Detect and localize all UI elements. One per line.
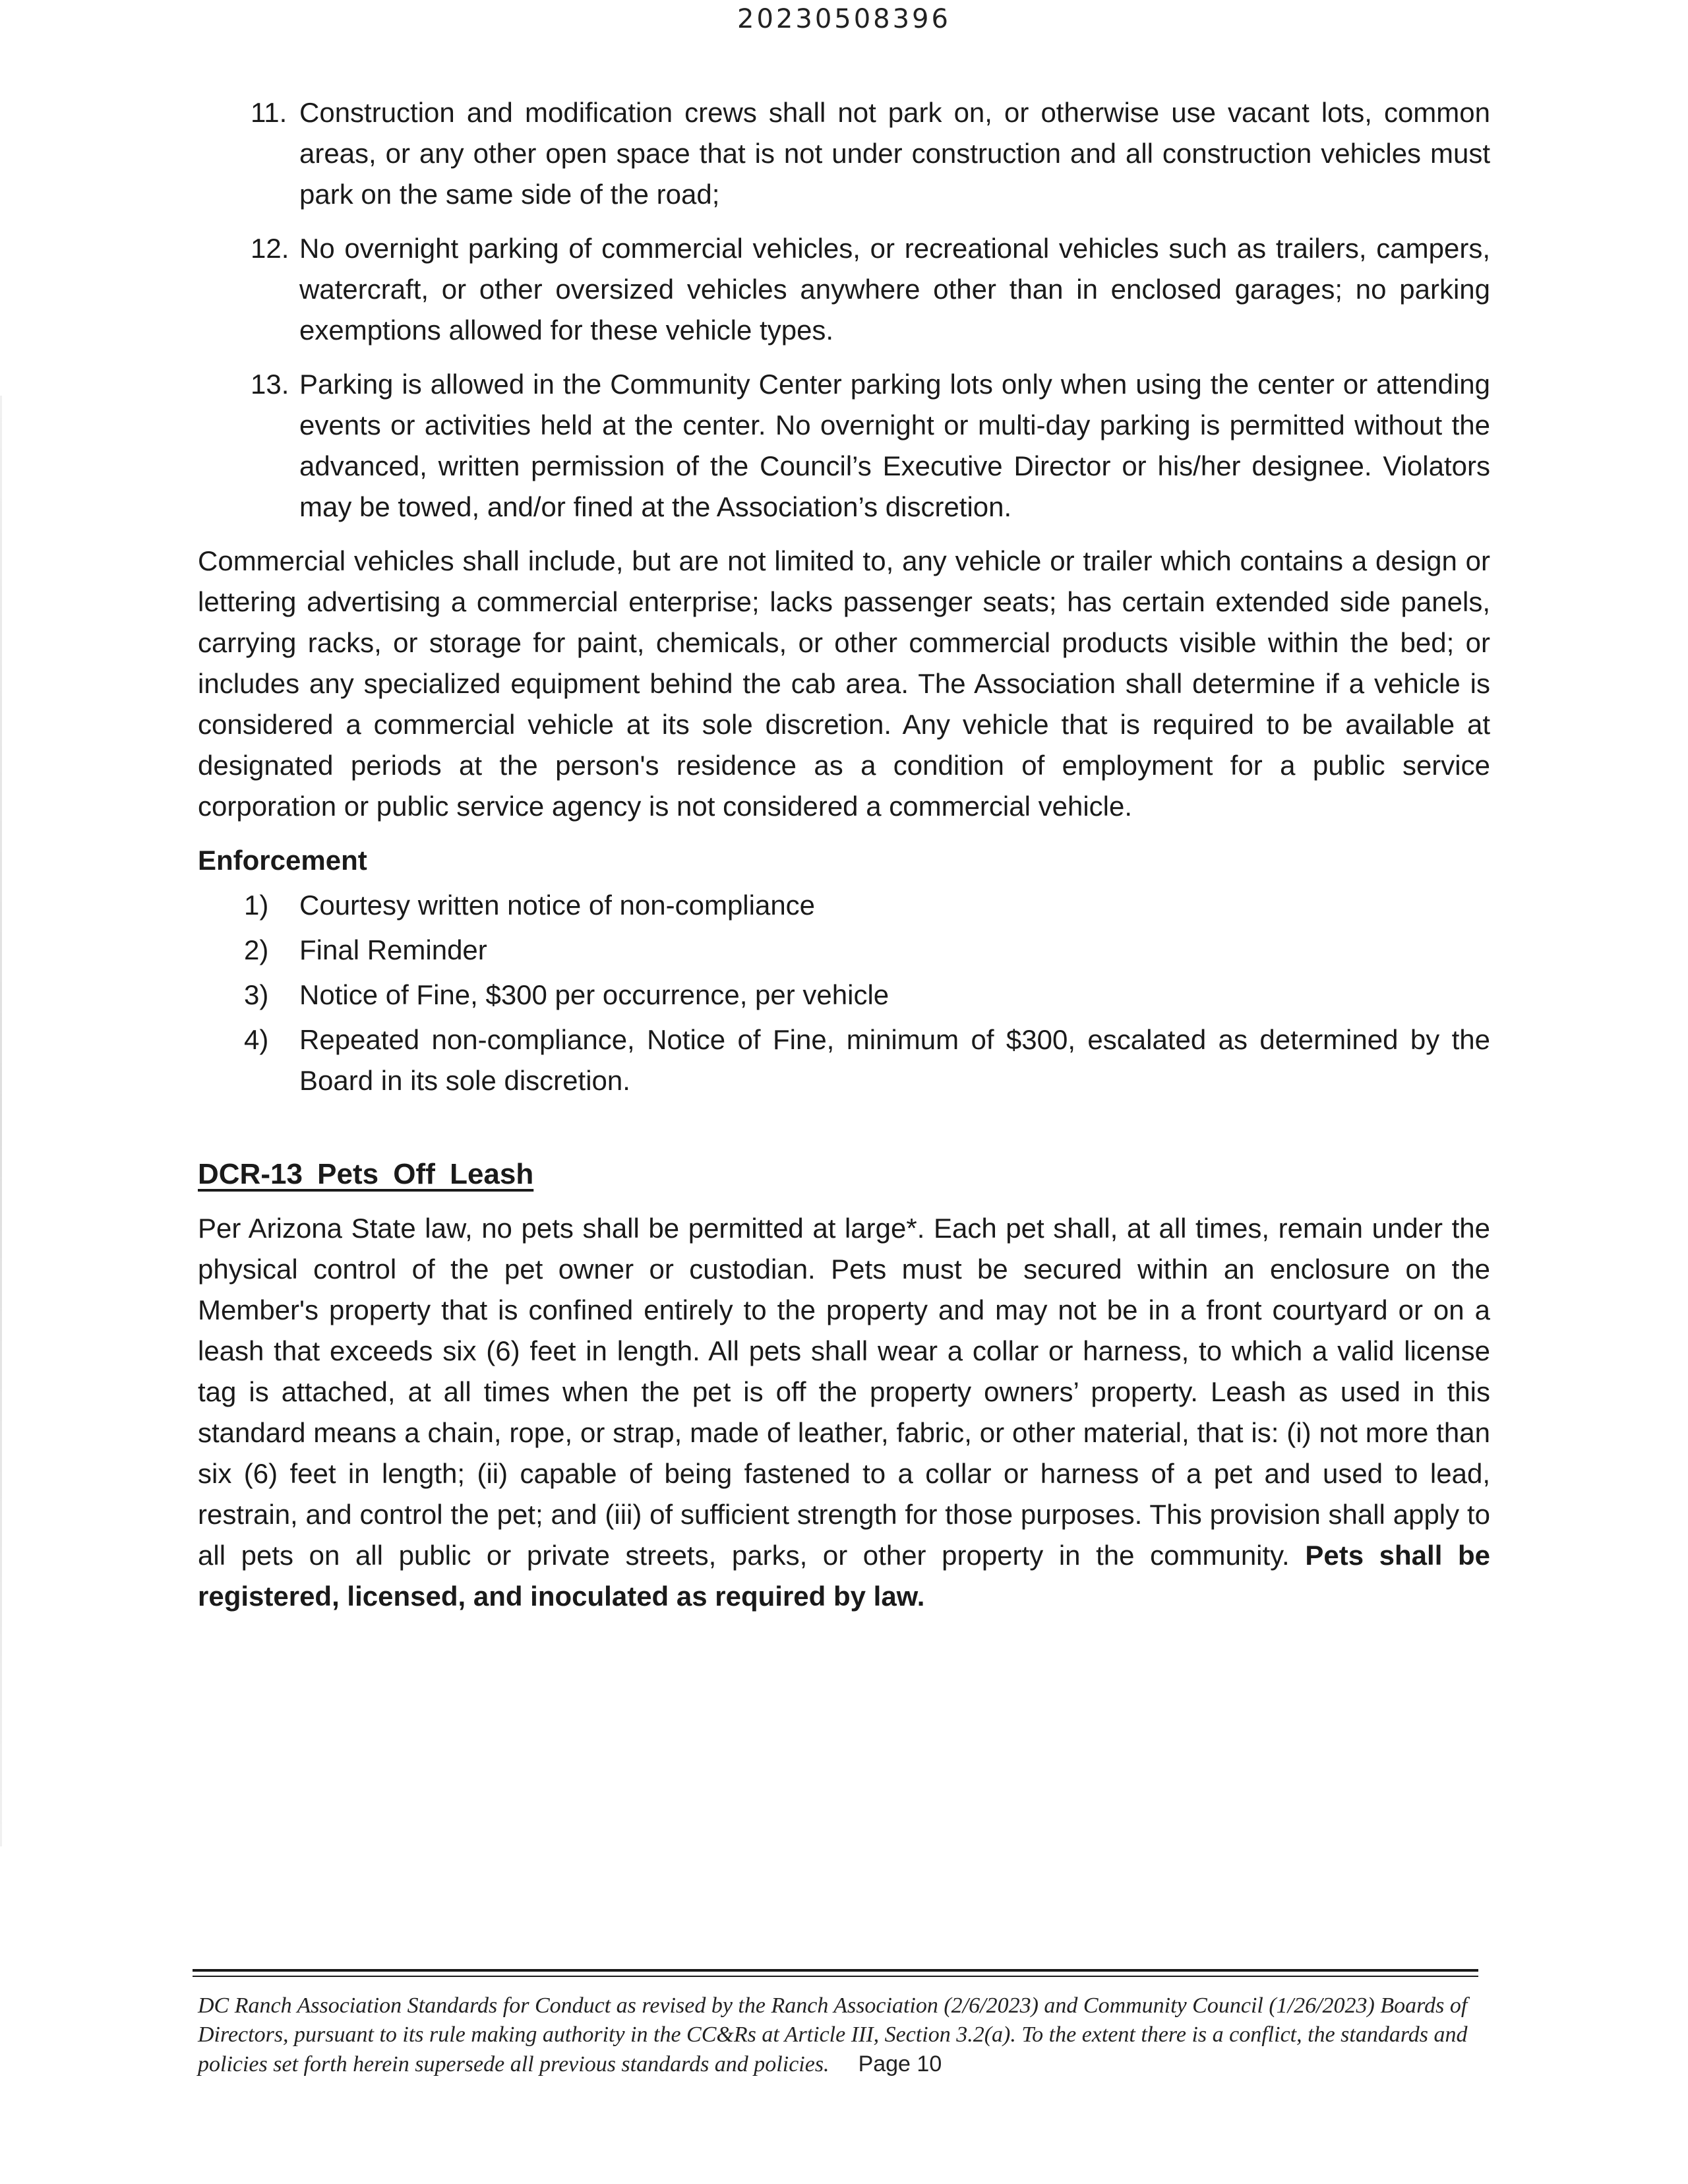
parking-rule-11 bbox=[198, 92, 1490, 215]
page-content bbox=[198, 92, 1490, 1630]
enforcement-list bbox=[198, 885, 1490, 1101]
enforcement-item-1 bbox=[198, 885, 1490, 926]
enforcement-item-2 bbox=[198, 930, 1490, 971]
scan-edge-artifact bbox=[0, 396, 2, 1846]
enforcement-text: Notice of Fine, $300 per occurrence, per vehicle bbox=[299, 979, 889, 1010]
rule-number: 11. bbox=[251, 97, 287, 128]
enforcement-number: 2) bbox=[244, 934, 269, 965]
commercial-vehicles-paragraph: Commercial vehicles shall include, but are not limited to, any vehicle or trailer which contains a design or lettering advertising a commercial enterprise; lacks passenger seats; has certain extended side panels, carrying racks, or storage for paint, chemicals, or other commercial products visible within the bed; or includes any specialized equipment behind the cab area. The Association shall determine if a vehicle is considered a commercial vehicle at its sole discretion. Any vehicle that is required to be available at designated periods at the person's residence as a condition of employment for a public service corporation or public service agency is not considered a commercial vehicle. bbox=[198, 545, 1490, 822]
rule-text: Construction and modification crews shall not park on, or otherwise use vacant lots, common areas, or any other open space that is not under construction and all construction vehicles must park on the same side of the road; bbox=[299, 97, 1490, 210]
enforcement-text: Repeated non-compliance, Notice of Fine, minimum of $300, escalated as determined by the Board in its sole discretion. bbox=[299, 1024, 1490, 1096]
rule-text: No overnight parking of commercial vehicles, or recreational vehicles such as trailers, campers, watercraft, or other oversized vehicles anywhere other than in enclosed garages; no parking exemptions allowed for these vehicle types. bbox=[299, 233, 1490, 346]
rule-number: 13. bbox=[251, 369, 289, 400]
enforcement-text: Final Reminder bbox=[299, 934, 487, 965]
enforcement-number: 3) bbox=[244, 979, 269, 1010]
enforcement-item-3 bbox=[198, 975, 1490, 1016]
document-number: 20230508396 bbox=[737, 4, 951, 34]
parking-rule-13 bbox=[198, 364, 1490, 528]
parking-rule-12 bbox=[198, 228, 1490, 351]
rule-text: Parking is allowed in the Community Center parking lots only when using the center or attending events or activities held at the center. No overnight or multi-day parking is permitted without the advanced, written permission of the Council’s Executive Director or his/her designee. Violators may be towed, and/or fined at the Association’s discretion. bbox=[299, 369, 1490, 522]
pets-body-text: Per Arizona State law, no pets shall be permitted at large*. Each pet shall, at all times, remain under the physical control of the pet owner or custodian. Pets must be secured within an enclosure on the Member's property that is confined entirely to the property and may not be in a front courtyard or on a leash that exceeds six (6) feet in length. All pets shall wear a collar or harness, to which a valid license tag is attached, at all times when the pet is off the property owners’ property. Leash as used in this standard means a chain, rope, or strap, made of leather, fabric, or other material, that is: (i) not more than six (6) feet in length; (ii) capable of being fastened to a collar or harness of a pet and used to lead, restrain, and control the pet; and (iii) of sufficient strength for those purposes. This provision shall apply to all pets on all public or private streets, parks, or other property in the community. bbox=[198, 1213, 1490, 1571]
enforcement-number: 1) bbox=[244, 890, 269, 921]
enforcement-number: 4) bbox=[244, 1024, 269, 1055]
footer-text: DC Ranch Association Standards for Conduct as revised by the Ranch Association (2/6/2023) and Community Council (1/26/2023) Boards of Directors, pursuant to its rule making authority in the CC&Rs at Article III, Section 3.2(a). To the extent there is a conflict, the standards and policies set forth herein supersede all previous standards and policies. bbox=[198, 1993, 1468, 2077]
footer-divider-thin bbox=[193, 1976, 1478, 1977]
section-title-dcr-13: DCR-13 Pets Off Leash bbox=[198, 1158, 534, 1190]
page-footer bbox=[198, 1991, 1490, 2079]
pets-body-bold-text: Pets shall be registered, licensed, and inoculated as required by law. bbox=[198, 1540, 1491, 1612]
page-number: Page 10 bbox=[858, 2051, 942, 2077]
enforcement-text: Courtesy written notice of non-compliance bbox=[299, 890, 816, 921]
rule-number: 12. bbox=[251, 233, 289, 264]
enforcement-item-4 bbox=[198, 1019, 1490, 1101]
footer-divider bbox=[193, 1969, 1478, 1972]
enforcement-heading: Enforcement bbox=[198, 845, 367, 876]
pets-off-leash-paragraph bbox=[198, 1208, 1490, 1617]
